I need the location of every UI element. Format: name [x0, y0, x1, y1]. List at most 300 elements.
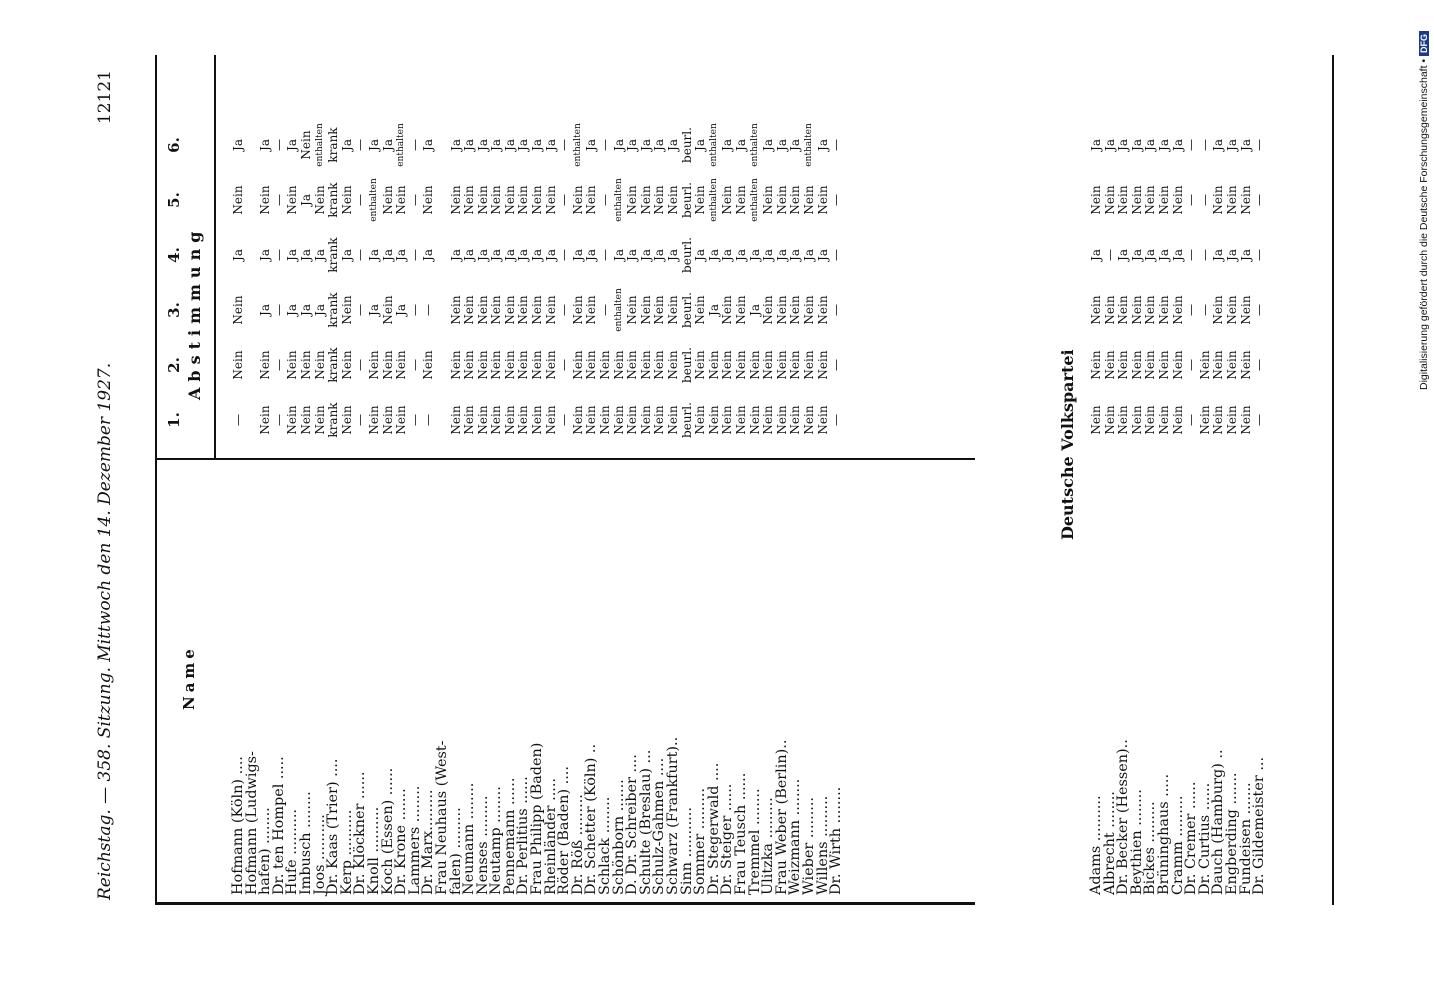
vote-cell: Ja: [475, 249, 490, 261]
vote-cell: Nein: [258, 405, 273, 435]
vote-cell: —: [271, 414, 286, 426]
vote-cell: Nein: [720, 185, 735, 215]
vote-column: [1090, 175, 1267, 225]
vote-cell: Nein: [570, 350, 585, 380]
vote-cell: Ja: [666, 249, 680, 261]
vote-cell: Nein: [584, 185, 599, 215]
member-name: Wieber .........: [800, 796, 817, 895]
vote-cell: Ja: [638, 139, 653, 151]
vote-cell: [436, 285, 450, 335]
vote-cell: enthalten: [803, 123, 814, 167]
member-name: Frau Neuhaus (West-: [433, 740, 450, 895]
vote-cell: Ja: [625, 249, 640, 261]
vote-cell: Ja: [747, 249, 762, 261]
vote-cell: —: [1184, 249, 1199, 261]
vote-cell: Nein: [1197, 350, 1212, 380]
member-name: D. Dr. Schreiber ....: [624, 754, 641, 895]
vote-cell: beurl.: [679, 237, 694, 273]
member-name: Nenses .........: [474, 795, 491, 895]
vote-cell: Ja: [516, 249, 531, 261]
vote-cell: [436, 120, 450, 170]
vote-cell: Nein: [543, 350, 558, 380]
vote-cell: Nein: [1224, 185, 1239, 215]
vote-cell: —: [1184, 359, 1199, 371]
vote-cell: Nein: [801, 185, 816, 215]
vote-cell: Nein: [1224, 405, 1239, 435]
vote-cell: Nein: [1143, 350, 1158, 380]
vote-cell: —: [829, 304, 844, 316]
member-name: Dr. Cremer ......: [1183, 781, 1200, 895]
vote-cell: Ja: [530, 139, 545, 151]
member-name: Frau Weber (Berlin)..: [773, 739, 790, 895]
vote-cell: Nein: [448, 350, 463, 380]
vote-column: [1090, 120, 1267, 170]
vote-cell: Ja: [638, 249, 653, 261]
vote-cell: Nein: [1102, 405, 1117, 435]
vote-cell: Nein: [815, 405, 830, 435]
vote-cell: Nein: [652, 405, 667, 435]
vote-cell: Nein: [801, 295, 816, 325]
vote-cell: Ja: [1224, 139, 1239, 151]
vote-cell: Nein: [1170, 405, 1185, 435]
vote-cell: Nein: [720, 295, 735, 325]
vote-cell: Nein: [475, 295, 490, 325]
vote-cell: Ja: [693, 139, 708, 151]
member-name: Dr. Röß .........: [569, 794, 586, 895]
vote-cell: Nein: [666, 295, 680, 325]
vote-cell: Nein: [638, 185, 653, 215]
vote-cell: Nein: [1224, 295, 1239, 325]
vote-cell: Nein: [502, 185, 517, 215]
vote-cell: Ja: [231, 249, 245, 261]
vote-cell: Nein: [1156, 405, 1171, 435]
member-name: Knoll ..........: [365, 806, 382, 895]
vote-cell: —: [598, 194, 613, 206]
member-name: Schulz-Gahmen ....: [651, 757, 668, 895]
vote-cell: Ja: [611, 249, 626, 261]
vote-cell: Ja: [298, 249, 313, 261]
member-name: Tremmel ........: [746, 788, 763, 895]
vote-cell: beurl.: [679, 127, 694, 163]
vote-cell: —: [271, 249, 286, 261]
vote-cell: Ja: [788, 139, 803, 151]
vote-cell: Ja: [720, 249, 735, 261]
column-header: 3.: [165, 302, 183, 318]
vote-cell: —: [271, 139, 286, 151]
vote-cell: Ja: [1116, 139, 1131, 151]
vote-cell: Nein: [652, 295, 667, 325]
vote-cell: Nein: [448, 405, 463, 435]
vote-cell: —: [1102, 249, 1117, 261]
vote-cell: beurl.: [679, 292, 694, 328]
vote-cell: Nein: [448, 185, 463, 215]
member-name: Rheinländer .....: [542, 778, 559, 895]
vote-cell: —: [1197, 139, 1212, 151]
vote-cell: Ja: [421, 139, 436, 151]
vote-cell: Ja: [788, 249, 803, 261]
vote-cell: Nein: [625, 295, 640, 325]
member-name: Dauch (Hamburg) ..: [1210, 749, 1227, 895]
vote-cell: enthalten: [749, 123, 760, 167]
vote-cell: —: [598, 139, 613, 151]
vote-cell: Ja: [339, 249, 354, 261]
member-name: Cramm .........: [1169, 795, 1186, 895]
vote-cell: Nein: [1211, 350, 1226, 380]
vote-cell: —: [1252, 194, 1267, 206]
vote-cell: Nein: [543, 185, 558, 215]
vote-cell: Ja: [720, 139, 735, 151]
vote-column: [232, 175, 844, 225]
vote-cell: Nein: [774, 350, 789, 380]
vote-cell: Nein: [733, 295, 748, 325]
vote-cell: Nein: [1211, 405, 1226, 435]
vote-cell: Ja: [312, 304, 327, 316]
member-name: Schönborn .......: [610, 779, 627, 895]
vote-cell: —: [1252, 304, 1267, 316]
vote-cell: Nein: [502, 295, 517, 325]
vote-cell: Ja: [258, 139, 273, 151]
column-header: 1.: [165, 412, 183, 428]
member-name: Frau Teusch ......: [732, 772, 749, 895]
member-name: Ulitzka .........: [760, 797, 777, 895]
vote-column: [1090, 395, 1267, 445]
sidebar-note-text: Digitalisierung gefördert durch die Deutsche Forschungsgemeinschaft •: [1418, 58, 1430, 390]
vote-cell: Ja: [584, 139, 599, 151]
vote-cell: Nein: [638, 295, 653, 325]
vote-cell: krank: [326, 237, 341, 273]
vote-cell: Nein: [788, 350, 803, 380]
vote-cell: Nein: [543, 295, 558, 325]
vote-cell: enthalten: [708, 178, 719, 222]
vote-cell: enthalten: [749, 178, 760, 222]
vote-cell: Nein: [231, 295, 245, 325]
vote-cell: Nein: [530, 405, 545, 435]
vote-cell: Ja: [1089, 139, 1103, 151]
vote-cell: Nein: [570, 295, 585, 325]
vote-cell: Nein: [366, 405, 381, 435]
name-divider-rule: [155, 458, 975, 460]
vote-cell: —: [1252, 359, 1267, 371]
vote-cell: Nein: [720, 350, 735, 380]
vote-cell: Nein: [693, 295, 708, 325]
vote-cell: Nein: [339, 185, 354, 215]
vote-cell: Ja: [693, 249, 708, 261]
vote-cell: Ja: [584, 249, 599, 261]
vote-cell: enthalten: [572, 123, 583, 167]
vote-cell: Nein: [693, 405, 708, 435]
vote-cell: Nein: [462, 405, 477, 435]
vote-cell: Nein: [693, 350, 708, 380]
vote-cell: krank: [326, 182, 341, 218]
vote-cell: Nein: [298, 350, 313, 380]
sidebar-note: [1418, 30, 1430, 390]
vote-cell: Nein: [1129, 405, 1144, 435]
vote-cell: Ja: [380, 139, 395, 151]
vote-cell: Nein: [380, 185, 395, 215]
vote-cell: Nein: [570, 185, 585, 215]
vote-cell: Nein: [1143, 295, 1158, 325]
vote-cell: Ja: [298, 194, 313, 206]
vote-column: [232, 395, 844, 445]
vote-cell: Nein: [489, 350, 504, 380]
vote-cell: Nein: [1170, 350, 1185, 380]
vote-cell: Nein: [462, 350, 477, 380]
table-left-rule: [155, 902, 975, 905]
vote-cell: —: [1184, 304, 1199, 316]
member-name: Dr. Kaas (Trier) ....: [325, 758, 342, 895]
vote-cell: Nein: [652, 350, 667, 380]
vote-cell: Ja: [611, 139, 626, 151]
vote-cell: Ja: [285, 304, 300, 316]
vote-cell: enthalten: [368, 178, 379, 222]
vote-cell: Ja: [448, 139, 463, 151]
vote-cell: Ja: [761, 249, 776, 261]
vote-cell: [246, 230, 260, 280]
vote-cell: Nein: [720, 405, 735, 435]
vote-cell: Ja: [285, 139, 300, 151]
vote-cell: Nein: [625, 350, 640, 380]
party-heading: Deutsche Volkspartei: [1058, 349, 1077, 540]
vote-cell: Nein: [1197, 405, 1212, 435]
vote-cell: Nein: [380, 295, 395, 325]
vote-cell: Nein: [1129, 350, 1144, 380]
vote-cell: Nein: [1170, 295, 1185, 325]
vote-cell: Nein: [774, 185, 789, 215]
member-name: Neutamp ........: [488, 786, 505, 895]
vote-cell: —: [557, 249, 572, 261]
vote-cell: Ja: [543, 249, 558, 261]
vote-cell: Nein: [475, 405, 490, 435]
vote-cell: Nein: [747, 350, 762, 380]
vote-cell: Nein: [733, 405, 748, 435]
vote-cell: Ja: [366, 304, 381, 316]
vote-cell: Nein: [1102, 185, 1117, 215]
column-header: 5.: [165, 192, 183, 208]
vote-cell: Ja: [1238, 249, 1253, 261]
vote-cell: Nein: [298, 405, 313, 435]
name-column-header: Name: [180, 645, 198, 710]
vote-cell: enthalten: [396, 123, 407, 167]
vote-cell: Nein: [421, 185, 436, 215]
vote-cell: Nein: [801, 350, 816, 380]
vote-cell: Ja: [489, 139, 504, 151]
member-name: Schulte (Breslau) ...: [637, 749, 654, 895]
vote-cell: Nein: [1129, 295, 1144, 325]
member-name: Brüninghaus .....: [1155, 773, 1172, 895]
vote-cell: Nein: [1116, 350, 1131, 380]
vote-cell: Nein: [788, 295, 803, 325]
vote-cell: Ja: [1224, 249, 1239, 261]
vote-cell: —: [1184, 194, 1199, 206]
vote-cell: Nein: [312, 350, 327, 380]
vote-cell: Ja: [394, 304, 409, 316]
vote-cell: Nein: [1129, 185, 1144, 215]
vote-cell: Ja: [1089, 249, 1103, 261]
vote-cell: Nein: [652, 185, 667, 215]
vote-cell: [436, 175, 450, 225]
vote-cell: Ja: [761, 139, 776, 151]
vote-cell: Nein: [584, 350, 599, 380]
vote-cell: —: [353, 304, 368, 316]
vote-cell: Ja: [394, 249, 409, 261]
vote-cell: Ja: [815, 249, 830, 261]
vote-cell: Ja: [774, 249, 789, 261]
vote-cell: Nein: [312, 405, 327, 435]
vote-cell: Ja: [516, 139, 531, 151]
vote-cell: Nein: [1116, 405, 1131, 435]
member-name: Dr. Becker (Hessen)..: [1115, 739, 1132, 895]
vote-cell: —: [353, 139, 368, 151]
vote-cell: Ja: [231, 139, 245, 151]
vote-cell: [246, 340, 260, 390]
vote-cell: Nein: [570, 405, 585, 435]
member-name: Dr. Steiger ......: [719, 783, 736, 895]
vote-cell: Nein: [625, 185, 640, 215]
vote-cell: —: [231, 414, 245, 426]
vote-cell: Nein: [1156, 350, 1171, 380]
vote-cell: Ja: [1143, 249, 1158, 261]
vote-column: [232, 230, 844, 280]
vote-cell: beurl.: [679, 402, 694, 438]
vote-cell: Nein: [516, 350, 531, 380]
vote-cell: Ja: [1156, 139, 1171, 151]
member-name: Dr. ten Hompel .....: [270, 756, 287, 895]
member-name: Sinn ...........: [678, 807, 695, 895]
vote-cell: Nein: [448, 295, 463, 325]
vote-cell: Nein: [543, 405, 558, 435]
vote-cell: —: [407, 194, 422, 206]
vote-cell: Nein: [761, 350, 776, 380]
vote-cell: Nein: [761, 185, 776, 215]
vote-column: [1090, 230, 1267, 280]
page-number: 12121: [95, 70, 115, 125]
vote-cell: Nein: [1089, 350, 1103, 380]
vote-cell: [246, 120, 260, 170]
vote-cell: Nein: [788, 185, 803, 215]
member-name: Dr. Gildemeister ...: [1251, 756, 1268, 895]
vote-cell: Ja: [801, 249, 816, 261]
vote-cell: —: [353, 249, 368, 261]
vote-cell: —: [598, 304, 613, 316]
vote-cell: Nein: [339, 405, 354, 435]
vote-cell: Ja: [502, 249, 517, 261]
page-title: Reichstag. — 358. Sitzung. Mittwoch den 14. Dezember 1927.: [95, 362, 115, 900]
vote-cell: Ja: [706, 304, 721, 316]
vote-cell: krank: [326, 292, 341, 328]
vote-cell: Ja: [502, 139, 517, 151]
vote-cell: Nein: [815, 295, 830, 325]
dfg-logo: DFG: [1419, 31, 1429, 56]
vote-header: Abstimmung: [185, 225, 204, 400]
vote-cell: Ja: [1156, 249, 1171, 261]
vote-cell: Nein: [380, 350, 395, 380]
vote-cell: Ja: [462, 249, 477, 261]
member-name: Joos ..........: [311, 814, 328, 895]
member-name: Hufe ..........: [284, 809, 301, 895]
vote-cell: —: [271, 194, 286, 206]
vote-cell: Nein: [666, 350, 680, 380]
member-name: Imbusch ........: [297, 791, 314, 895]
vote-cell: Nein: [258, 350, 273, 380]
vote-cell: Ja: [747, 304, 762, 316]
vote-cell: Ja: [462, 139, 477, 151]
vote-cell: Nein: [502, 350, 517, 380]
member-name: Kerp ..........: [338, 809, 355, 895]
vote-cell: Ja: [733, 249, 748, 261]
vote-cell: Nein: [421, 350, 436, 380]
vote-cell: Nein: [502, 405, 517, 435]
vote-cell: Nein: [516, 405, 531, 435]
vote-cell: Ja: [1211, 139, 1226, 151]
vote-cell: enthalten: [613, 288, 624, 332]
vote-cell: —: [557, 414, 572, 426]
vote-cell: Ja: [733, 139, 748, 151]
vote-cell: Nein: [1116, 185, 1131, 215]
vote-cell: Ja: [1211, 249, 1226, 261]
member-name: hafen) ........: [257, 807, 274, 895]
vote-cell: Nein: [801, 405, 816, 435]
vote-cell: Nein: [1211, 185, 1226, 215]
vote-cell: Ja: [285, 249, 300, 261]
vote-cell: —: [1197, 194, 1212, 206]
vote-cell: Nein: [611, 350, 626, 380]
vote-cell: Nein: [1224, 350, 1239, 380]
vote-cell: Nein: [611, 405, 626, 435]
vote-cell: Ja: [1129, 139, 1144, 151]
vote-cell: Ja: [448, 249, 463, 261]
vote-cell: —: [353, 359, 368, 371]
vote-cell: Ja: [1170, 139, 1185, 151]
vote-cell: Nein: [462, 185, 477, 215]
vote-cell: [246, 395, 260, 445]
vote-cell: Ja: [625, 139, 640, 151]
vote-cell: —: [1184, 414, 1199, 426]
vote-cell: Nein: [774, 405, 789, 435]
vote-cell: Ja: [815, 139, 830, 151]
member-name: Röder (Baden) ....: [556, 766, 573, 895]
vote-cell: Nein: [530, 350, 545, 380]
vote-cell: Nein: [761, 405, 776, 435]
vote-cell: —: [421, 304, 436, 316]
vote-cell: Nein: [339, 295, 354, 325]
vote-cell: Nein: [258, 185, 273, 215]
vote-cell: —: [829, 414, 844, 426]
name-list: [1090, 739, 1267, 895]
member-name: Neumann ........: [461, 782, 478, 895]
vote-cell: Nein: [530, 185, 545, 215]
vote-column: [232, 285, 844, 335]
vote-cell: Nein: [285, 350, 300, 380]
vote-cell: Nein: [1143, 405, 1158, 435]
vote-cell: Nein: [489, 295, 504, 325]
vote-cell: —: [1252, 249, 1267, 261]
vote-cell: Ja: [652, 139, 667, 151]
vote-cell: Nein: [394, 185, 409, 215]
member-name: Beythien ........: [1128, 789, 1145, 895]
vote-cell: Nein: [489, 185, 504, 215]
vote-cell: Ja: [258, 249, 273, 261]
vote-cell: Ja: [489, 249, 504, 261]
vote-cell: Nein: [747, 405, 762, 435]
vote-cell: Nein: [1089, 185, 1103, 215]
vote-cell: —: [353, 414, 368, 426]
vote-cell: Nein: [666, 185, 680, 215]
vote-cell: Ja: [666, 139, 680, 151]
member-name: Koch (Essen) ......: [379, 767, 396, 895]
vote-cell: —: [407, 304, 422, 316]
vote-cell: Nein: [666, 405, 680, 435]
vote-cell: beurl.: [679, 347, 694, 383]
